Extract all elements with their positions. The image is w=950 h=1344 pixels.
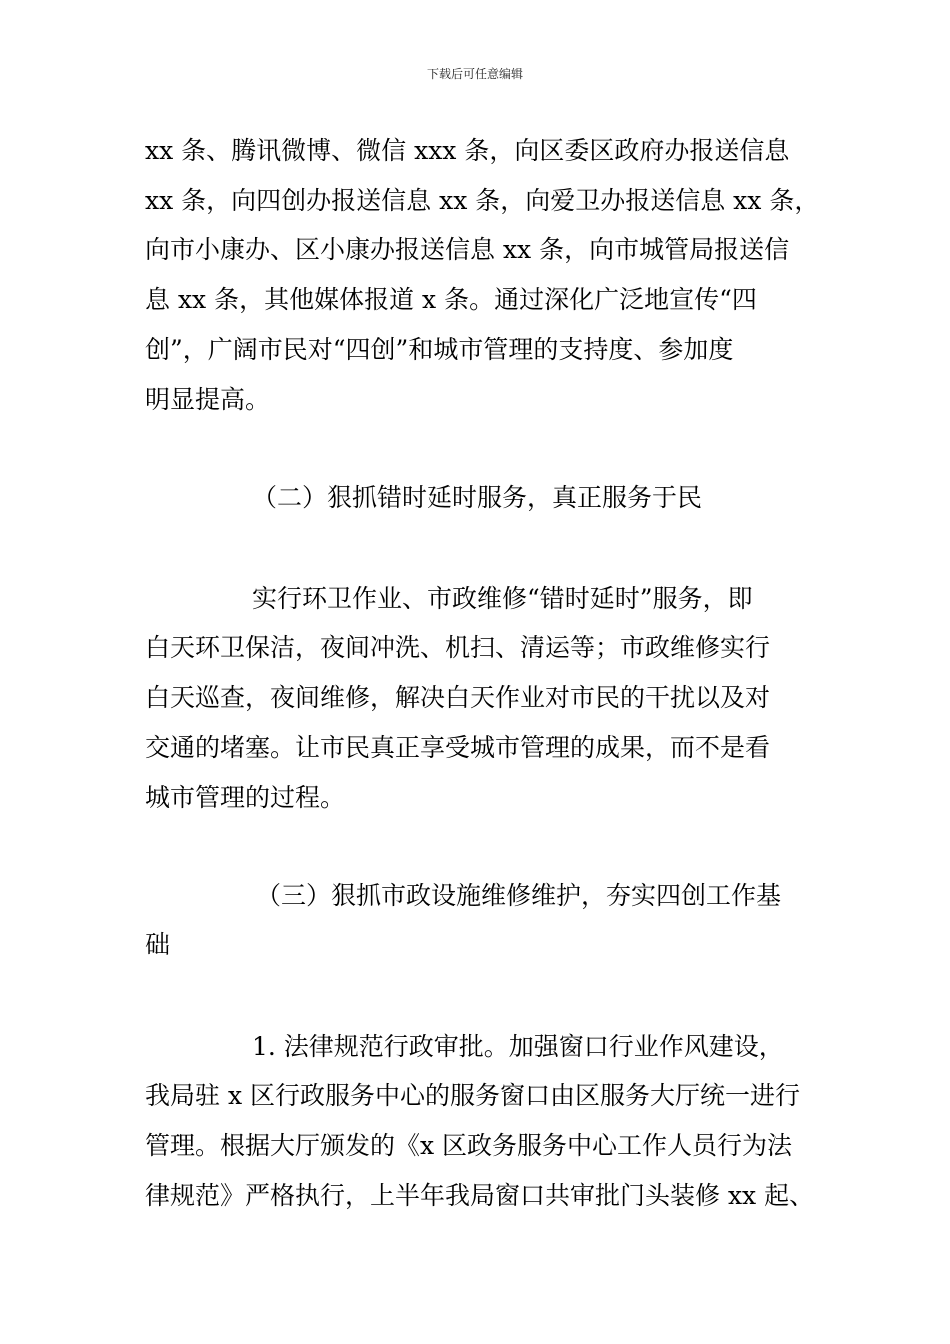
paragraph-line: 明显提高。 xyxy=(145,385,271,414)
paragraph-line: 息 xx 条，其他媒体报道 x 条。通过深化广泛地宣传“四 xyxy=(145,285,757,314)
paragraph-line: 城市管理的过程。 xyxy=(145,783,346,812)
paragraph-line: 创”，广阔市民对“四创”和城市管理的支持度、参加度 xyxy=(145,335,734,364)
heading-line: 础 xyxy=(145,930,171,959)
paragraph-line: 实行环卫作业、市政维修“错时延时”服务，即 xyxy=(252,584,753,613)
paragraph-line: 1. 法律规范行政审批。加强窗口行业作风建设， xyxy=(252,1032,784,1061)
paragraph-line: 白天巡查，夜间维修，解决白天作业对市民的干扰以及对 xyxy=(145,683,771,712)
paragraph-line: 白天环卫保洁，夜间冲洗、机扫、清运等；市政维修实行 xyxy=(145,633,771,662)
page-header: 下载后可任意编辑 xyxy=(426,67,523,81)
heading-line: （三）狠抓市政设施维修维护，夯实四创工作基 xyxy=(256,881,782,910)
paragraph-line: 管理。根据大厅颁发的《x 区政务服务中心工作人员行为法 xyxy=(145,1131,793,1160)
paragraph-line: 律规范》严格执行，上半年我局窗口共审批门头装修 xx 起、 xyxy=(145,1181,815,1210)
paragraph-line: 我局驻 x 区行政服务中心的服务窗口由区服务大厅统一进行 xyxy=(145,1081,800,1110)
section-heading-2: （二）狠抓错时延时服务，真正服务于民 xyxy=(252,483,703,512)
paragraph-line: xx 条，向四创办报送信息 xx 条，向爱卫办报送信息 xx 条， xyxy=(145,186,820,215)
paragraph-line: xx 条、腾讯微博、微信 xxx 条，向区委区政府办报送信息 xyxy=(145,136,790,165)
paragraph-line: 交通的堵塞。让市民真正享受城市管理的成果，而不是看 xyxy=(145,733,771,762)
paragraph-line: 向市小康办、区小康办报送信息 xx 条，向市城管局报送信 xyxy=(145,235,790,264)
